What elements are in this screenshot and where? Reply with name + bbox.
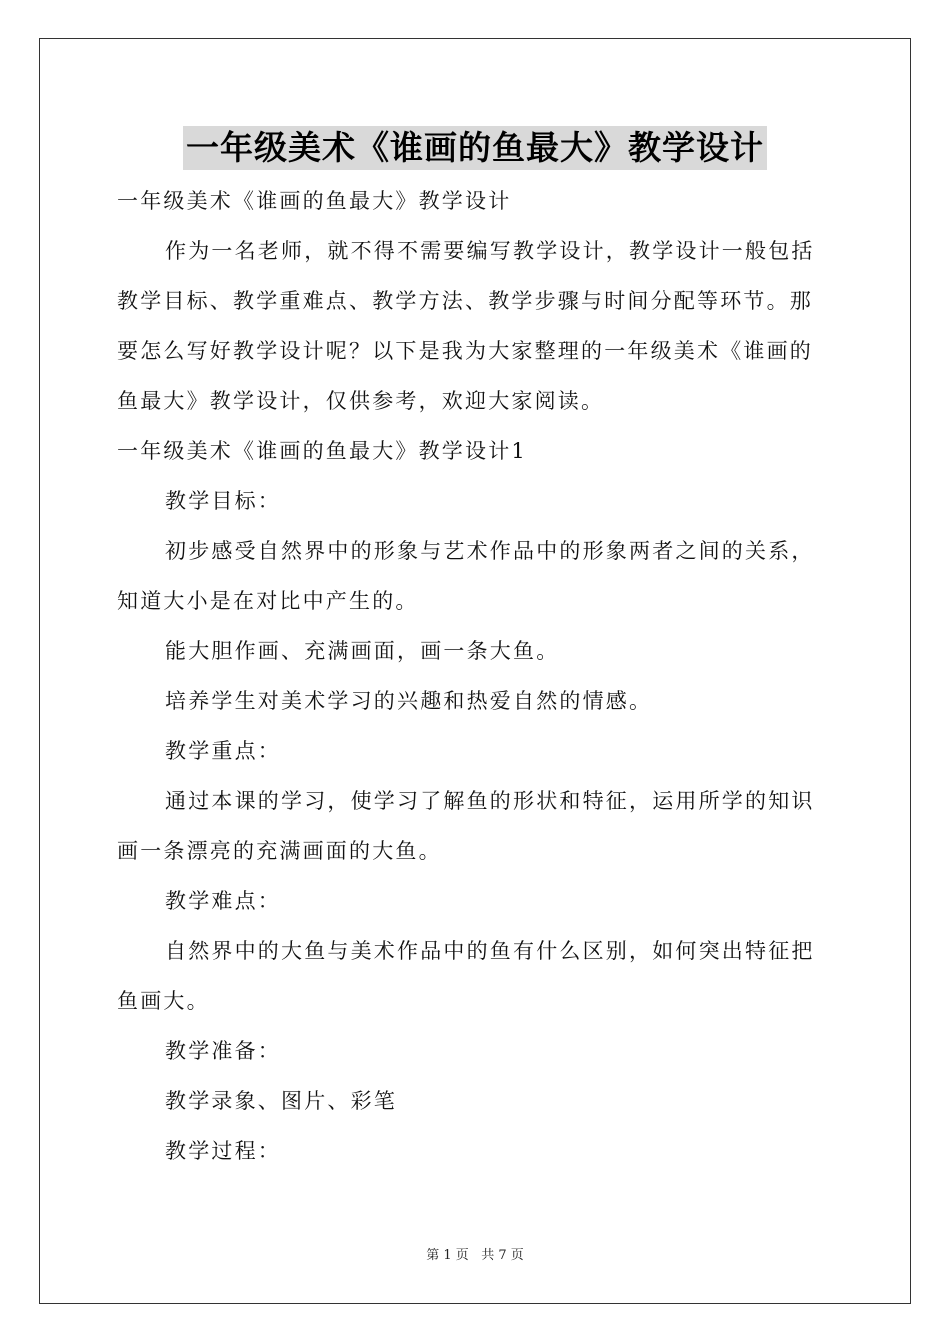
section-heading-1: 一年级美术《谁画的鱼最大》教学设计1 [117, 439, 527, 463]
paragraph-difficulty-label: 教学难点： [165, 889, 281, 913]
paragraph-intro: 作为一名老师，就不得不需要编写教学设计，教学设计一般包括教学目标、教学重难点、教学方法、教学步骤与时间分配等环节。那要怎么写好教学设计呢？以下是我为大家整理的一年级美术《谁画的鱼最大》教学设计，仅供参考，欢迎大家阅读。 [117, 239, 815, 413]
paragraph-prep: 教学录象、图片、彩笔 [165, 1089, 397, 1113]
paragraph-subtitle: 一年级美术《谁画的鱼最大》教学设计 [117, 189, 512, 213]
paragraph-difficulty: 自然界中的大鱼与美术作品中的鱼有什么区别，如何突出特征把鱼画大。 [117, 939, 815, 1013]
paragraph-focus: 通过本课的学习，使学习了解鱼的形状和特征，运用所学的知识画一条漂亮的充满画面的大鱼。 [117, 789, 815, 863]
paragraph-prep-label: 教学准备： [165, 1039, 281, 1063]
title-container [0, 126, 950, 170]
paragraph-goals-label: 教学目标： [165, 489, 281, 513]
page-number: 第 1 页 [426, 1248, 469, 1263]
paragraph-goal-2: 能大胆作画、充满画面，画一条大鱼。 [165, 639, 560, 663]
paragraph-goal-1: 初步感受自然界中的形象与艺术作品中的形象两者之间的关系，知道大小是在对比中产生的。 [117, 539, 815, 613]
page-total: 共 7 页 [481, 1248, 524, 1263]
document-title: 一年级美术《谁画的鱼最大》教学设计 [183, 126, 767, 170]
paragraph-goal-3: 培养学生对美术学习的兴趣和热爱自然的情感。 [165, 689, 653, 713]
paragraph-process-label: 教学过程： [165, 1139, 281, 1163]
paragraph-focus-label: 教学重点： [165, 739, 281, 763]
page-footer [0, 1246, 950, 1266]
document-body [117, 176, 833, 1176]
